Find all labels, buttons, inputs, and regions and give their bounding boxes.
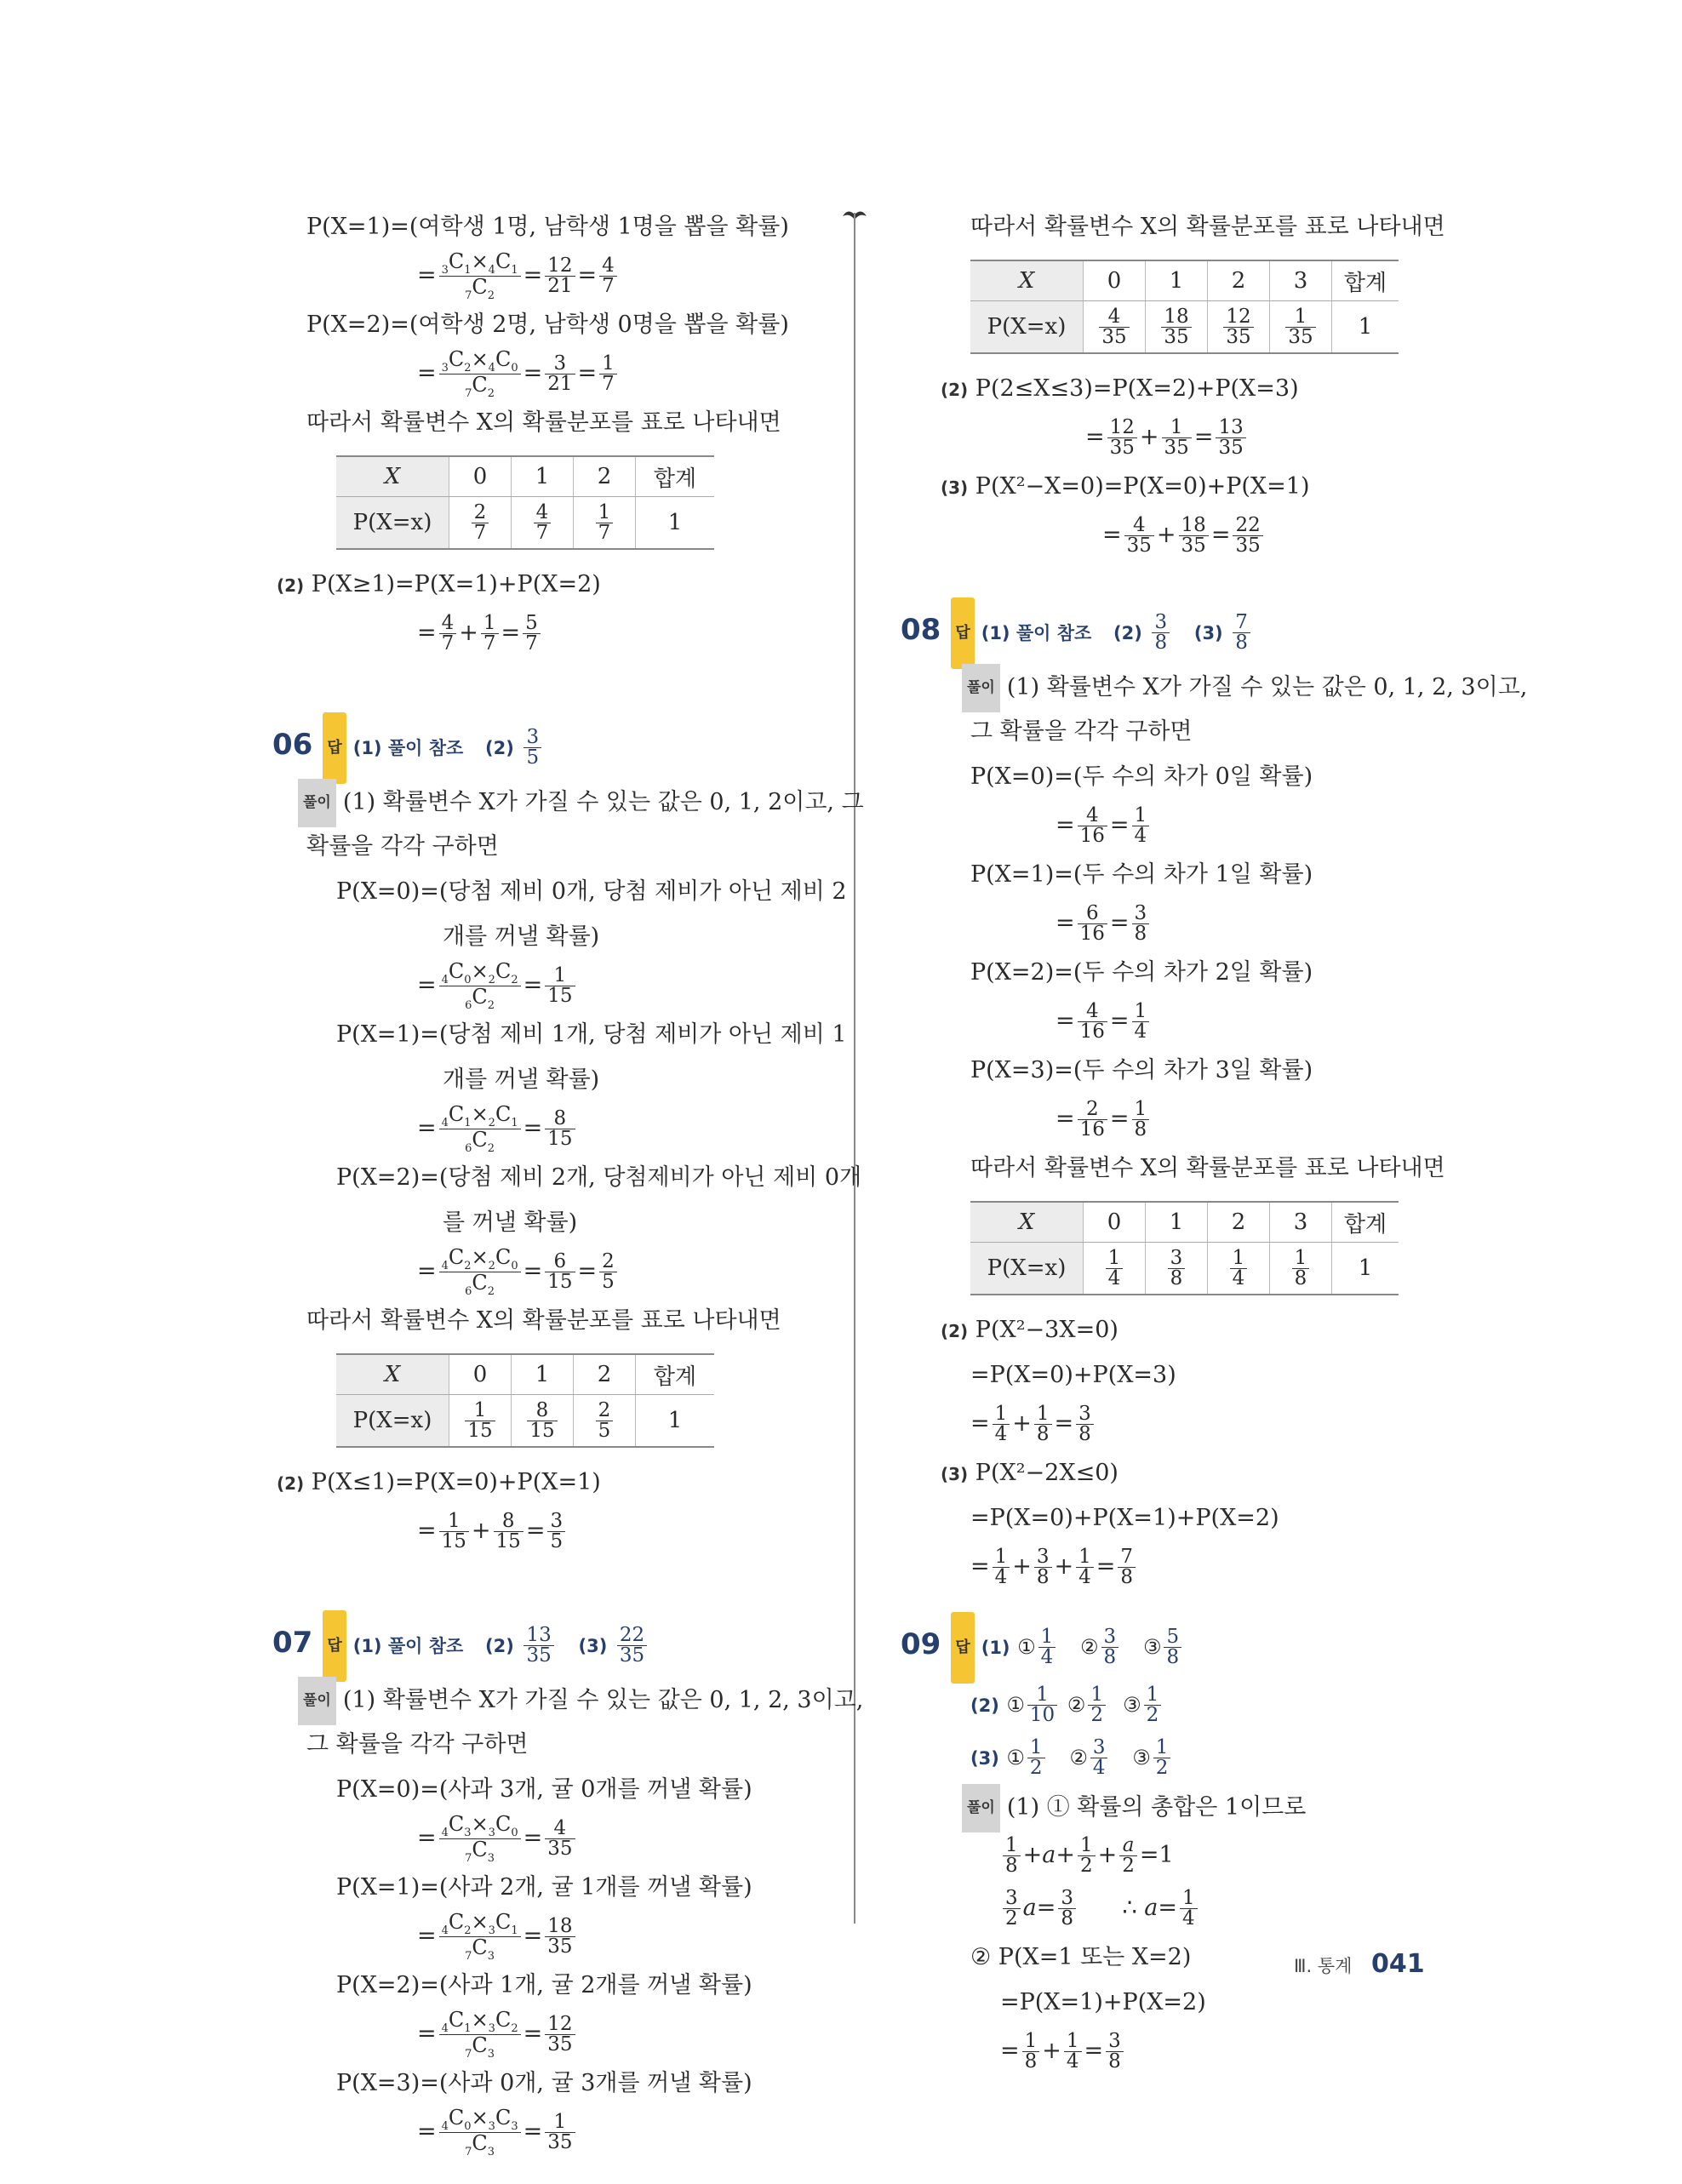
q09-answer-row2: (2) ① $\frac{1}{10}$ ② $\frac{1}{2}$ ③ $\frac{1}{2}$ [970, 1678, 1498, 1731]
q08-intro: 따라서 확률변수 X의 확률분포를 표로 나타내면 [970, 1155, 1445, 1181]
q08-p3-result: = $\frac{2}{16}$ = $\frac{1}{8}$ [970, 1093, 1498, 1146]
q07-p1-result: = $\frac{_4C_2\times_3C_1}{_7C_3}$ = $\frac{18}{35}$ [306, 1910, 834, 1963]
q09-line4: =P(X=1)+P(X=2) [1000, 1989, 1206, 2015]
q06-p2b: 를 꺼낼 확률) [443, 1209, 578, 1236]
q08-part2: (2) P(X²−3X=0) [941, 1317, 1118, 1343]
q06-p0-result: = $\frac{_4C_0\times_2C_2}{_6C_2}$ = $\frac{1}{15}$ [306, 959, 834, 1012]
q07-p3-result: = $\frac{_4C_0\times_3C_3}{_7C_3}$ = $\frac{1}{35}$ [306, 2106, 834, 2158]
q06-p1a: P(X=1)=(당첨 제비 1개, 당첨 제비가 아닌 제비 1 [336, 1021, 847, 1048]
q08-part3-result: = $\frac{1}{4}$ + $\frac{3}{8}$ + $\frac{1}{4}$ = $\frac{7}{8}$ [970, 1541, 1498, 1593]
q07-line1: 풀이 (1) 확률변수 X가 가질 수 있는 값은 0, 1, 2, 3이고, [306, 1677, 834, 1722]
q06-p1-result: = $\frac{_4C_1\times_2C_1}{_6C_2}$ = $\frac{8}{15}$ [306, 1102, 834, 1155]
right-part3: (3) P(X²−X=0)=P(X=0)+P(X=1) [941, 473, 1310, 500]
left-part2: (2) P(X≥1)=P(X=1)+P(X=2) [277, 571, 601, 597]
q06-part2-result: = $\frac{1}{15}$ + $\frac{8}{15}$ = $\frac{3}{5}$ [306, 1505, 834, 1558]
q08-line2: 그 확률을 각각 구하면 [970, 718, 1193, 745]
q07-p3: P(X=3)=(사과 0개, 귤 3개를 꺼낼 확률) [336, 2070, 752, 2096]
q07-p0: P(X=0)=(사과 3개, 귤 0개를 꺼낼 확률) [336, 1776, 752, 1803]
q08-line1: 풀이 (1) 확률변수 X가 가질 수 있는 값은 0, 1, 2, 3이고, [970, 664, 1498, 709]
q08-part2-line2: =P(X=0)+P(X=3) [970, 1362, 1176, 1388]
q06-p2-result: = $\frac{_4C_2\times_2C_0}{_6C_2}$ = $\frac{6}{15}$ = $\frac{2}{5}$ [306, 1245, 834, 1298]
left-p2-result: = $\frac{_3C_2\times_4C_0}{_7C_2}$ = $\frac{3}{21}$ = $\frac{1}{7}$ [306, 347, 834, 400]
q06-line2: 확률을 각각 구하면 [306, 833, 499, 860]
distribution-table-08: X 0 1 2 3 합계 P(X=x) $\frac{1}{4}$ $\frac{3}{8}$ $\frac{1}{4}$ $\frac{1}{8}$ 1 [970, 1201, 1399, 1295]
distribution-table-05: X 0 1 2 합계 P(X=x) $\frac{2}{7}$ $\frac{4}{7}$ $\frac{1}{7}$ 1 [336, 455, 714, 550]
q09-result: = $\frac{1}{8}$ + $\frac{1}{4}$ = $\frac{3}{8}$ [970, 2025, 1498, 2078]
left-column [272, 204, 864, 2158]
q06-p1b: 개를 꺼낼 확률) [443, 1066, 600, 1093]
q06-p0a: P(X=0)=(당첨 제비 0개, 당첨 제비가 아닌 제비 2 [336, 878, 847, 905]
q08-part2-result: = $\frac{1}{4}$ + $\frac{1}{8}$ = $\frac{3}{8}$ [970, 1398, 1498, 1450]
q06-line1: 풀이 (1) 확률변수 X가 가질 수 있는 값은 0, 1, 2이고, 그 [306, 779, 834, 824]
q06-header: 06 답 (1) 풀이 참조 (2) $\frac{3}{5}$ [272, 711, 834, 779]
q08-p3: P(X=3)=(두 수의 차가 3일 확률) [970, 1057, 1313, 1083]
q07-p1: P(X=1)=(사과 2개, 귤 1개를 꺼낼 확률) [336, 1874, 752, 1901]
page-number: 041 [1371, 1949, 1425, 1979]
q06-p0b: 개를 꺼낼 확률) [443, 923, 600, 950]
q09-solve: $\frac{3}{2}$ a= $\frac{3}{8}$ ∴ a= $\frac{1}{4}$ [970, 1882, 1498, 1935]
q09-line1: 풀이 (1) ① 확률의 총합은 1이므로 [970, 1784, 1498, 1829]
q08-part3: (3) P(X²−2X≤0) [941, 1460, 1118, 1486]
q07-p0-result: = $\frac{_4C_3\times_3C_0}{_7C_3}$ = $\frac{4}{35}$ [306, 1812, 834, 1865]
q08-p1-result: = $\frac{6}{16}$ = $\frac{3}{8}$ [970, 897, 1498, 950]
left-p1-result: = $\frac{_3C_1\times_4C_1}{_7C_2}$ = $\frac{12}{21}$ = $\frac{4}{7}$ [306, 249, 834, 302]
q09-equation: $\frac{1}{8}$ +a+ $\frac{1}{2}$ + $\frac{a}{2}$ =1 [970, 1829, 1498, 1882]
q06-intro: 따라서 확률변수 X의 확률분포를 표로 나타내면 [306, 1307, 781, 1334]
section-label: Ⅲ. 통계 [1294, 1956, 1353, 1976]
column-divider [854, 213, 855, 1924]
q06-part2: (2) P(X≤1)=P(X=0)+P(X=1) [277, 1469, 601, 1495]
right-intro: 따라서 확률변수 X의 확률분포를 표로 나타내면 [970, 214, 1445, 240]
left-p1-label: P(X=1)=(여학생 1명, 남학생 1명을 뽑을 확률) [306, 214, 789, 240]
q08-p0-result: = $\frac{4}{16}$ = $\frac{1}{4}$ [970, 799, 1498, 852]
right-part2: (2) P(2≤X≤3)=P(X=2)+P(X=3) [941, 375, 1299, 402]
left-p2-label: P(X=2)=(여학생 2명, 남학생 0명을 뽑을 확률) [306, 312, 789, 338]
distribution-table-06: X 0 1 2 합계 P(X=x) $\frac{1}{15}$ $\frac{8}{15}$ $\frac{2}{5}$ 1 [336, 1353, 714, 1448]
q08-p2-result: = $\frac{4}{16}$ = $\frac{1}{4}$ [970, 995, 1498, 1048]
page-footer [1294, 1949, 1425, 1979]
q09-answer-row3: (3) ① $\frac{1}{2}$ ② $\frac{3}{4}$ ③ $\frac{1}{2}$ [970, 1731, 1498, 1784]
q08-part3-line2: =P(X=0)+P(X=1)+P(X=2) [970, 1505, 1279, 1531]
q07-p2-result: = $\frac{_4C_1\times_3C_2}{_7C_3}$ = $\frac{12}{35}$ [306, 2008, 834, 2061]
right-part3-result: = $\frac{4}{35}$ + $\frac{18}{35}$ = $\frac{22}{35}$ [970, 509, 1498, 562]
q09-header: 09 답 (1) ① $\frac{1}{4}$ ② $\frac{3}{8}$ ③ $\frac{5}{8}$ [901, 1610, 1498, 1678]
q08-p1: P(X=1)=(두 수의 차가 1일 확률) [970, 861, 1313, 888]
right-part2-result: = $\frac{12}{35}$ + $\frac{1}{35}$ = $\frac{13}{35}$ [970, 411, 1498, 464]
distribution-table-07: X 0 1 2 3 합계 P(X=x) $\frac{4}{35}$ $\frac{18}{35}$ $\frac{12}{35}$ $\frac{1}{35}$ 1 [970, 260, 1399, 354]
left-table-intro: 따라서 확률변수 X의 확률분포를 표로 나타내면 [306, 409, 781, 436]
q06-p2a: P(X=2)=(당첨 제비 2개, 당첨제비가 아닌 제비 0개 [336, 1164, 862, 1191]
q08-p0: P(X=0)=(두 수의 차가 0일 확률) [970, 763, 1313, 790]
q07-header: 07 답 (1) 풀이 참조 (2) $\frac{13}{35}$ (3) $\frac{22}{35}$ [272, 1609, 834, 1677]
q09-line3: ② P(X=1 또는 X=2) [970, 1944, 1192, 1970]
left-part2-result: = $\frac{4}{7}$ + $\frac{1}{7}$ = $\frac{5}{7}$ [306, 607, 834, 660]
q07-line2: 그 확률을 각각 구하면 [306, 1731, 529, 1758]
right-column [901, 204, 1528, 2078]
q07-p2: P(X=2)=(사과 1개, 귤 2개를 꺼낼 확률) [336, 1972, 752, 1998]
q08-p2: P(X=2)=(두 수의 차가 2일 확률) [970, 959, 1313, 986]
q08-header: 08 답 (1) 풀이 참조 (2) $\frac{3}{8}$ (3) $\frac{7}{8}$ [901, 596, 1498, 664]
